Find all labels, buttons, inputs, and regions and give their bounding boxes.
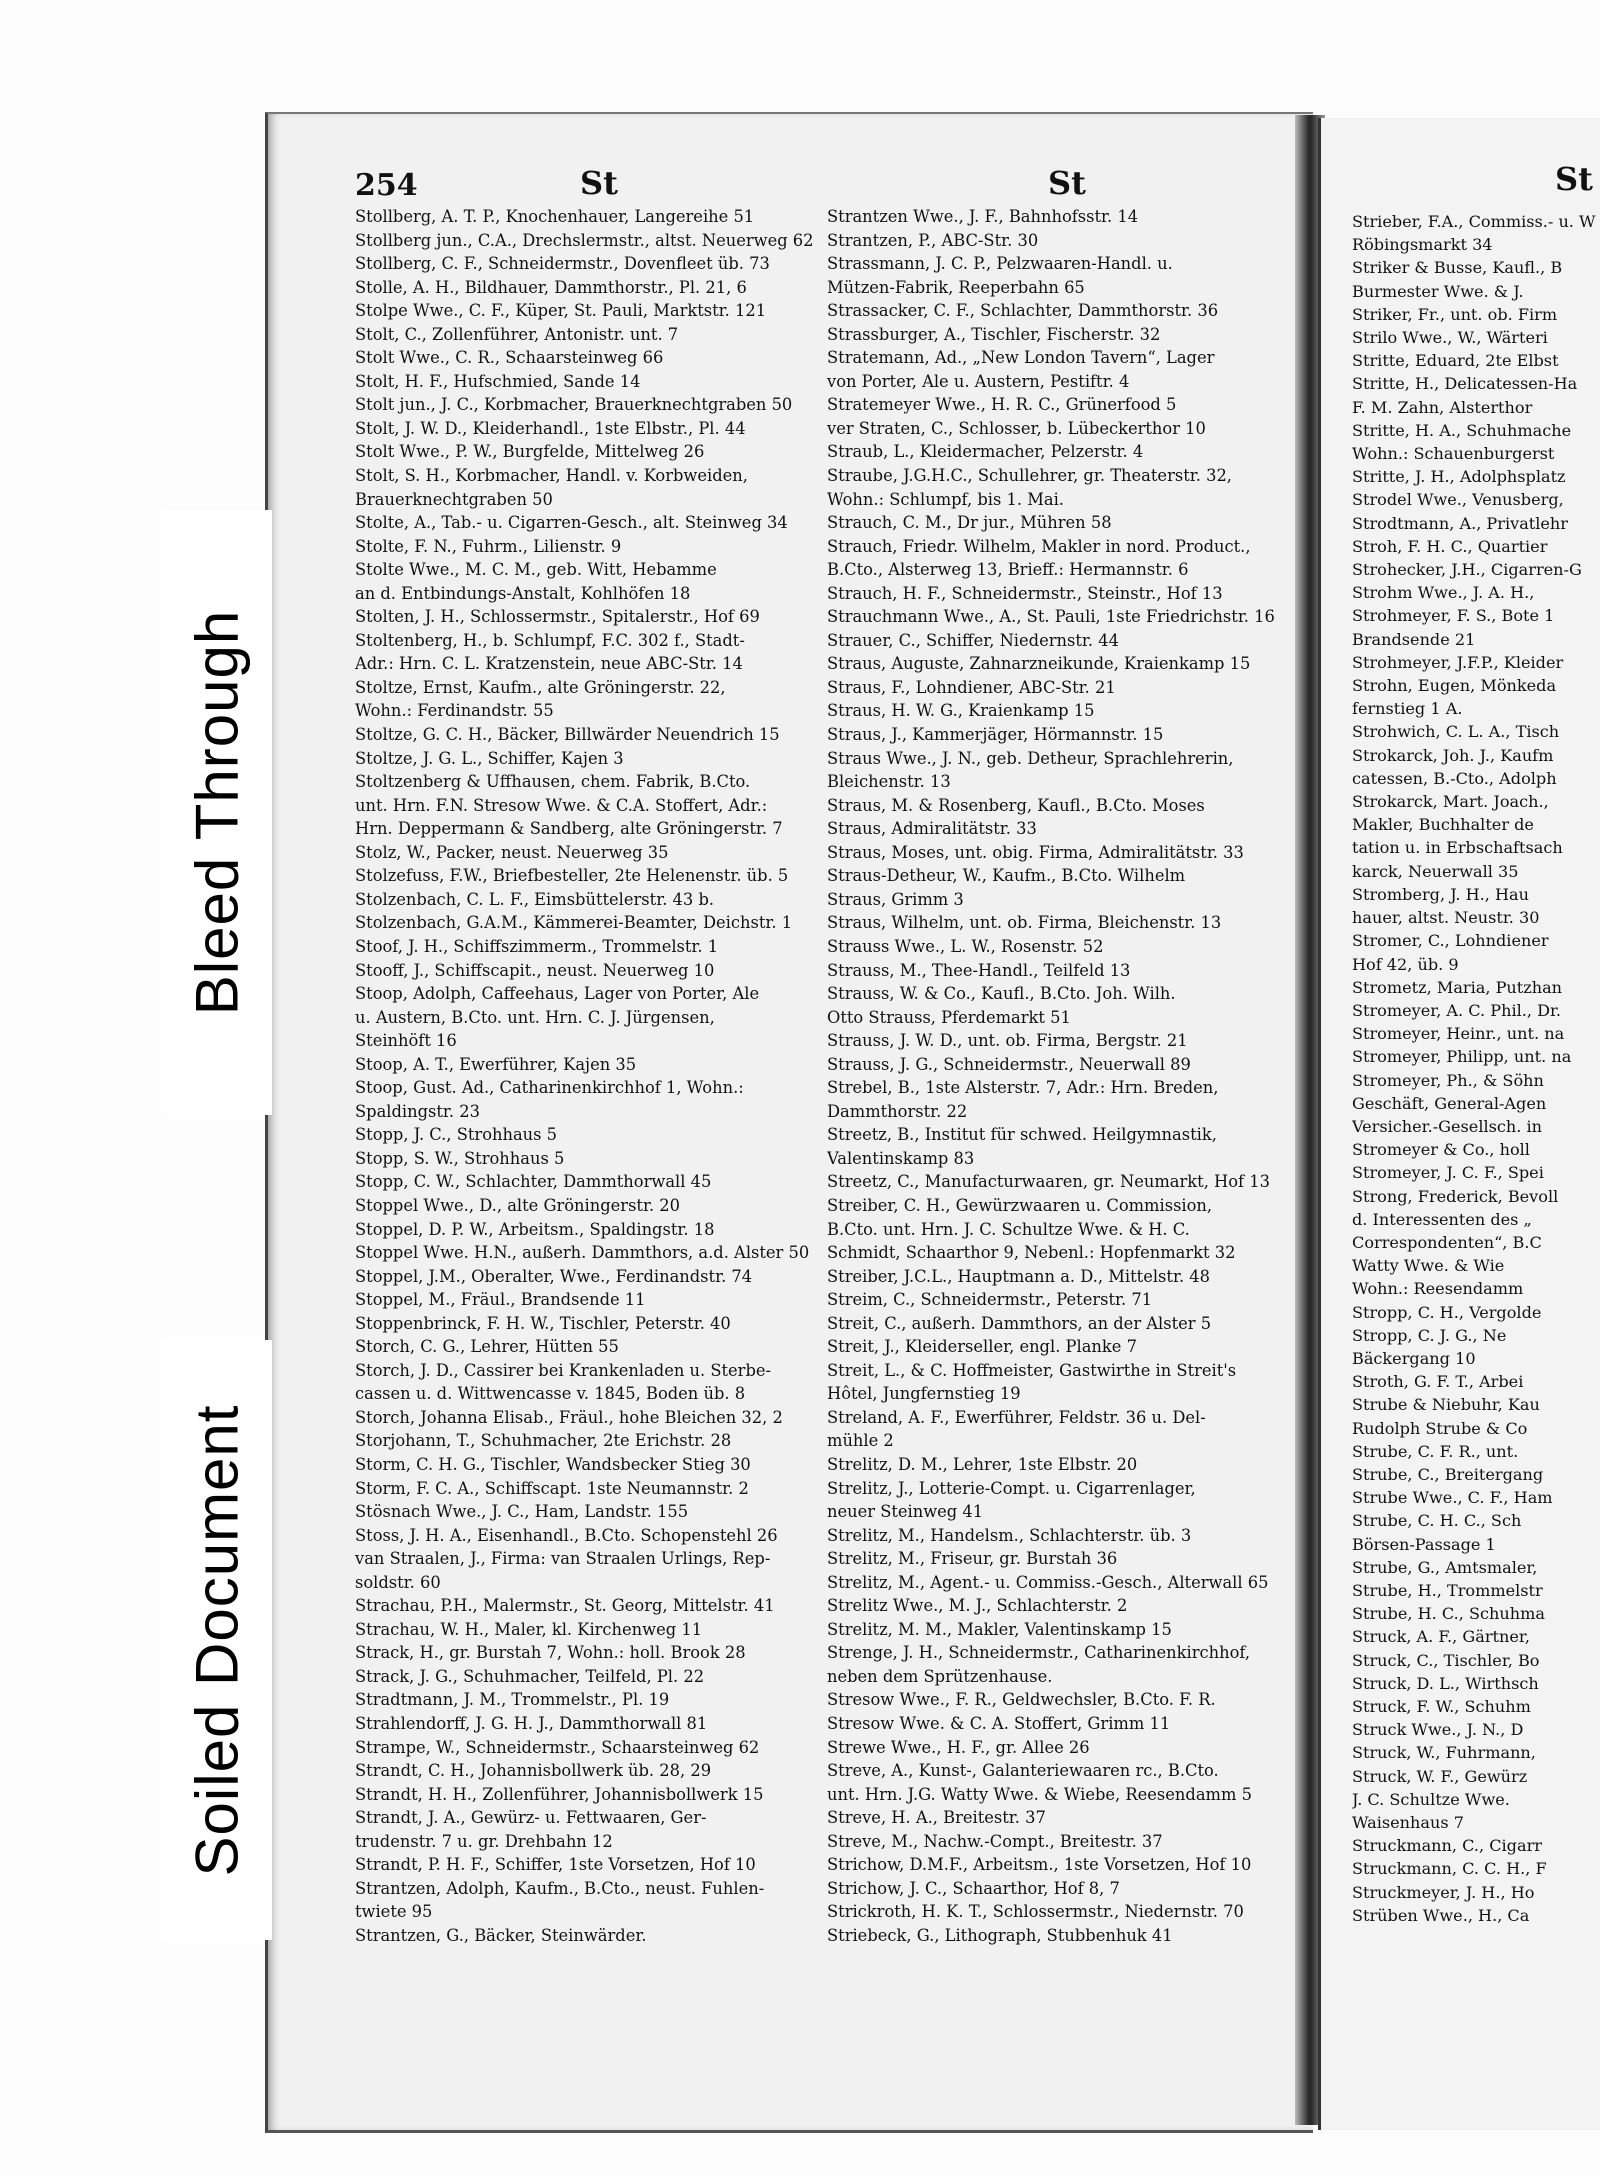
directory-entry: Streim, C., Schneidermstr., Peterstr. 71 (827, 1290, 1153, 1310)
directory-entry: Stropp, C. H., Vergolde (1352, 1302, 1542, 1322)
directory-entry: Strube Wwe., C. F., Ham (1352, 1488, 1553, 1508)
directory-entry: unt. Hrn. J.G. Watty Wwe. & Wiebe, Reesendamm 5 (827, 1784, 1252, 1804)
directory-entry: Streland, A. F., Ewerführer, Feldstr. 36 u. Del- (827, 1407, 1206, 1427)
directory-entry: Straus, J., Kammerjäger, Hörmannstr. 15 (827, 725, 1164, 745)
directory-entry: Stoltenberg, H., b. Schlumpf, F.C. 302 f., Stadt- (355, 630, 745, 650)
directory-entry: Steinhöft 16 (355, 1031, 457, 1051)
directory-entry: Strandt, P. H. F., Schiffer, 1ste Vorsetzen, Hof 10 (355, 1855, 756, 1875)
directory-entry: Streiber, J.C.L., Hauptmann a. D., Mittelstr. 48 (827, 1266, 1211, 1286)
directory-entry: Stoppel, J.M., Oberalter, Wwe., Ferdinandstr. 74 (355, 1266, 753, 1286)
directory-entry: Stolt Wwe., C. R., Schaarsteinweg 66 (355, 348, 664, 368)
directory-entry: Strauss, M., Thee-Handl., Teilfeld 13 (827, 960, 1131, 980)
directory-entry: Stoss, J. H. A., Eisenhandl., B.Cto. Schopenstehl 26 (355, 1525, 778, 1545)
directory-entry: Strohwich, C. L. A., Tisch (1352, 722, 1560, 742)
directory-entry: Strebel, B., 1ste Alsterstr. 7, Adr.: Hrn. Breden, (827, 1078, 1219, 1098)
directory-entry: catessen, B.-Cto., Adolph (1352, 768, 1557, 788)
directory-entry: Stritte, H. A., Schuhmache (1352, 420, 1572, 440)
bleed-through-label (162, 510, 272, 1115)
directory-entry: Hôtel, Jungfernstieg 19 (827, 1384, 1021, 1404)
directory-entry: Strauch, C. M., Dr jur., Mühren 58 (827, 513, 1112, 533)
directory-entry: Strichow, J. C., Schaarthor, Hof 8, 7 (827, 1878, 1120, 1898)
directory-entry: Strewe Wwe., H. F., gr. Allee 26 (827, 1737, 1090, 1757)
directory-entry: Stolte, F. N., Fuhrm., Lilienstr. 9 (355, 536, 622, 556)
directory-entry: Stresow Wwe., F. R., Geldwechsler, B.Cto. F. R. (827, 1690, 1216, 1710)
directory-entry: Strieber, F.A., Commiss.- u. W (1352, 212, 1596, 231)
directory-entry: Stolten, J. H., Schlossermstr., Spitalerstr., Hof 69 (355, 607, 760, 627)
directory-entry: Streve, A., Kunst-, Galanteriewaaren rc., B.Cto. (827, 1761, 1219, 1781)
directory-entry: an d. Entbindungs-Anstalt, Kohlhöfen 18 (355, 583, 691, 603)
directory-entry: Struckmann, C. C. H., F (1352, 1859, 1547, 1879)
directory-entry: Strube, C. F. R., unt. (1352, 1441, 1519, 1461)
directory-entry: Strelitz, M., Friseur, gr. Burstah 36 (827, 1549, 1118, 1569)
directory-entry: Strüben Wwe., H., Ca (1352, 1905, 1530, 1925)
directory-entry: Stoppel, D. P. W., Arbeitsm., Spaldingstr. 18 (355, 1219, 715, 1239)
directory-entry: Stoltze, J. G. L., Schiffer, Kajen 3 (355, 748, 624, 768)
directory-entry: J. C. Schultze Wwe. (1352, 1789, 1510, 1809)
directory-entry: Makler, Buchhalter de (1352, 815, 1534, 835)
directory-entry: Strodel Wwe., Venusberg, (1352, 490, 1564, 510)
directory-entry: Straus Wwe., J. N., geb. Detheur, Sprachlehrerin, (827, 748, 1234, 768)
directory-entry: Otto Strauss, Pferdemarkt 51 (827, 1007, 1071, 1027)
directory-entry: Stoltze, Ernst, Kaufm., alte Gröningerstr. 22, (355, 677, 726, 697)
directory-entry: Stollberg, A. T. P., Knochenhauer, Langereihe 51 (355, 207, 755, 226)
directory-entry: Brauerknechtgraben 50 (355, 489, 553, 509)
directory-entry: Storm, C. H. G., Tischler, Wandsbecker Stieg 30 (355, 1454, 751, 1474)
directory-entry: Stoltzenberg & Uffhausen, chem. Fabrik, B.Cto. (355, 772, 751, 792)
directory-entry: Stritte, H., Delicatessen-Ha (1352, 374, 1578, 394)
directory-entry: Struck, W. F., Gewürz (1352, 1766, 1528, 1786)
directory-entry: Röbingsmarkt 34 (1352, 235, 1493, 255)
directory-entry: cassen u. d. Wittwencasse v. 1845, Boden üb. 8 (355, 1384, 746, 1404)
directory-entry: Stromeyer, J. C. F., Spei (1352, 1163, 1544, 1183)
directory-entry: Stooff, J., Schiffscapit., neust. Neuerweg 10 (355, 960, 715, 980)
directory-entry: Streve, M., Nachw.-Compt., Breitestr. 37 (827, 1831, 1163, 1851)
directory-entry: Strenge, J. H., Schneidermstr., Catharinenkirchhof, (827, 1643, 1250, 1663)
directory-entry: neuer Steinweg 41 (827, 1502, 984, 1522)
directory-entry: Streit, J., Kleiderseller, engl. Planke 7 (827, 1337, 1137, 1357)
directory-entry: Strelitz Wwe., M. J., Schlachterstr. 2 (827, 1596, 1128, 1616)
directory-entry: Stratemeyer Wwe., H. R. C., Grünerfood 5 (827, 395, 1177, 415)
directory-entry: Hof 42, üb. 9 (1352, 954, 1459, 974)
directory-entry: Strachau, W. H., Maler, kl. Kirchenweg 11 (355, 1619, 703, 1639)
page-number: 254 (355, 168, 418, 203)
directory-entry: Stradtmann, J. M., Trommelstr., Pl. 19 (355, 1690, 670, 1710)
directory-entry: Wohn.: Schlumpf, bis 1. Mai. (827, 489, 1064, 509)
directory-entry: Strube, C. H. C., Sch (1352, 1511, 1522, 1531)
directory-entry: Strohn, Eugen, Mönkeda (1352, 676, 1557, 696)
directory-entry: u. Austern, B.Cto. unt. Hrn. C. J. Jürgensen, (355, 1007, 715, 1027)
directory-entry: Struckmeyer, J. H., Ho (1352, 1882, 1535, 1902)
directory-entry: Strauchmann Wwe., A., St. Pauli, 1ste Friedrichstr. 16 (827, 607, 1275, 627)
directory-entry: Stolle, A. H., Bildhauer, Dammthorstr., Pl. 21, 6 (355, 277, 747, 297)
directory-entry: Strelitz, M., Agent.- u. Commiss.-Gesch., Alterwall 65 (827, 1572, 1269, 1592)
directory-entry: mühle 2 (827, 1431, 894, 1451)
directory-entry: Strelitz, J., Lotterie-Compt. u. Cigarrenlager, (827, 1478, 1196, 1498)
directory-entry: Wohn.: Ferdinandstr. 55 (355, 701, 554, 721)
directory-entry: Strauer, C., Schiffer, Niedernstr. 44 (827, 630, 1119, 650)
directory-entry: Struckmann, C., Cigarr (1352, 1836, 1542, 1856)
directory-entry: Stoppel Wwe., D., alte Gröningerstr. 20 (355, 1195, 681, 1215)
directory-entry: Stopp, S. W., Strohhaus 5 (355, 1148, 565, 1168)
directory-entry: Geschäft, General-Agen (1352, 1093, 1547, 1113)
directory-entry: Stromeyer, Philipp, unt. na (1352, 1047, 1572, 1067)
directory-entry: Strack, J. G., Schuhmacher, Teilfeld, Pl. 22 (355, 1666, 705, 1686)
directory-entry: ver Straten, C., Schlosser, b. Lübeckerthor 10 (827, 418, 1206, 438)
directory-entry: Streiber, C. H., Gewürzwaaren u. Commission, (827, 1195, 1213, 1215)
directory-entry: Strokarck, Mart. Joach., (1352, 792, 1549, 812)
directory-entry: Strube, G., Amtsmaler, (1352, 1557, 1538, 1577)
directory-entry: Struck, F. W., Schuhm (1352, 1697, 1531, 1716)
directory-entry: Strohm Wwe., J. A. H., (1352, 583, 1535, 603)
right-page-header: St (1555, 160, 1593, 198)
directory-entry: Strahlendorff, J. G. H. J., Dammthorwall 81 (355, 1714, 708, 1733)
directory-entry: B.Cto., Alsterweg 13, Brieff.: Hermannstr. 6 (827, 560, 1189, 580)
directory-entry: Stolzenbach, G.A.M., Kämmerei-Beamter, Deichstr. 1 (355, 913, 793, 933)
directory-entry: Straus-Detheur, W., Kaufm., B.Cto. Wilhelm (827, 866, 1186, 886)
directory-entry: Dammthorstr. 22 (827, 1101, 968, 1121)
directory-entry: twiete 95 (355, 1902, 433, 1922)
directory-entry: Strauss Wwe., L. W., Rosenstr. 52 (827, 936, 1104, 956)
directory-entry: d. Interessenten des „ (1352, 1209, 1532, 1229)
directory-entry: Stritte, J. H., Adolphsplatz (1352, 467, 1566, 487)
directory-entry: Strickroth, H. K. T., Schlossermstr., Niedernstr. 70 (827, 1902, 1244, 1922)
directory-entry: soldstr. 60 (355, 1572, 441, 1592)
directory-entry: Strassacker, C. F., Schlachter, Dammthorstr. 36 (827, 301, 1219, 321)
directory-entry: Struck, A. F., Gärtner, (1352, 1627, 1530, 1647)
directory-entry: Straus, Wilhelm, unt. ob. Firma, Bleichenstr. 13 (827, 913, 1222, 933)
directory-entry: tation u. in Erbschaftsach (1352, 838, 1563, 858)
directory-entry: von Porter, Ale u. Austern, Pestiftr. 4 (827, 371, 1130, 391)
directory-entry: Waisenhaus 7 (1352, 1813, 1464, 1833)
directory-entry: Wohn.: Schauenburgerst (1352, 444, 1555, 464)
directory-entry: Streetz, C., Manufacturwaaren, gr. Neumarkt, Hof 13 (827, 1172, 1270, 1192)
directory-entry: Rudolph Strube & Co (1352, 1418, 1528, 1438)
directory-entry: Strohecker, J.H., Cigarren-G (1352, 560, 1582, 580)
directory-entry: F. M. Zahn, Alsterthor (1352, 397, 1533, 417)
directory-entry: neben dem Sprützenhause. (827, 1666, 1053, 1686)
directory-entry: Strauch, H. F., Schneidermstr., Steinstr., Hof 13 (827, 583, 1223, 603)
directory-entry: Stolte, A., Tab.- u. Cigarren-Gesch., alt. Steinweg 34 (355, 513, 788, 533)
right-page-directory-column (1352, 210, 1600, 1927)
directory-entry: Strauss, J. W. D., unt. ob. Firma, Bergstr. 21 (827, 1031, 1188, 1051)
directory-entry: Stolt Wwe., P. W., Burgfelde, Mittelweg 26 (355, 442, 705, 462)
directory-entry: B.Cto. unt. Hrn. J. C. Schultze Wwe. & H. C. (827, 1219, 1190, 1239)
directory-entry: Strantzen, G., Bäcker, Steinwärder. (355, 1925, 647, 1945)
directory-entry: Straus, Grimm 3 (827, 889, 964, 909)
directory-entry: Stritte, Eduard, 2te Elbst (1352, 351, 1559, 371)
directory-entry: Stolt, H. F., Hufschmied, Sande 14 (355, 371, 641, 391)
directory-entry: Straub, L., Kleidermacher, Pelzerstr. 4 (827, 442, 1144, 462)
directory-entry: Strube & Niebuhr, Kau (1352, 1395, 1540, 1415)
directory-entry: Stollberg, C. F., Schneidermstr., Dovenfleet üb. 73 (355, 254, 770, 274)
directory-entry: Strachau, P.H., Malermstr., St. Georg, Mittelstr. 41 (355, 1596, 775, 1616)
directory-entry: Strauch, Friedr. Wilhelm, Makler in nord. Product., (827, 536, 1251, 556)
directory-entry: Strantzen, Adolph, Kaufm., B.Cto., neust. Fuhlen- (355, 1878, 765, 1898)
directory-entry: Stopp, C. W., Schlachter, Dammthorwall 45 (355, 1172, 712, 1192)
directory-entry: Strong, Frederick, Bevoll (1352, 1186, 1559, 1206)
directory-entry: Wohn.: Reesendamm (1352, 1279, 1524, 1299)
directory-entry: Streit, C., außerh. Dammthors, an der Alster 5 (827, 1313, 1212, 1333)
directory-entry: Strilo Wwe., W., Wärteri (1352, 328, 1548, 348)
directory-entry: Schmidt, Schaarthor 9, Nebenl.: Hopfenmarkt 32 (827, 1243, 1236, 1263)
directory-entry: Strometz, Maria, Putzhan (1352, 977, 1563, 997)
directory-entry: Strelitz, D. M., Lehrer, 1ste Elbstr. 20 (827, 1454, 1138, 1474)
directory-entry: Storch, Johanna Elisab., Fräul., hohe Bleichen 32, 2 (355, 1407, 783, 1427)
directory-entry: hauer, altst. Neustr. 30 (1352, 908, 1540, 928)
directory-entry: Struck, C., Tischler, Bo (1352, 1650, 1540, 1670)
left-directory-column (355, 205, 825, 1947)
directory-entry: fernstieg 1 A. (1352, 699, 1463, 719)
directory-entry: Correspondenten“, B.C (1352, 1232, 1542, 1252)
left-column-header: St (580, 164, 618, 202)
directory-entry: Bäckergang 10 (1352, 1348, 1476, 1368)
directory-entry: Strelitz, M., Handelsm., Schlachterstr. üb. 3 (827, 1525, 1192, 1545)
directory-entry: Strohmeyer, F. S., Bote 1 (1352, 606, 1555, 626)
directory-entry: Adr.: Hrn. C. L. Kratzenstein, neue ABC-Str. 14 (355, 654, 743, 674)
directory-entry: Straube, J.G.H.C., Schullehrer, gr. Theaterstr. 32, (827, 466, 1232, 486)
directory-entry: Strantzen Wwe., J. F., Bahnhofsstr. 14 (827, 207, 1139, 226)
directory-entry: Strohmeyer, J.F.P., Kleider (1352, 652, 1564, 672)
directory-entry: unt. Hrn. F.N. Stresow Wwe. & C.A. Stoffert, Adr.: (355, 795, 768, 815)
directory-entry: Stoop, Gust. Ad., Catharinenkirchhof 1, Wohn.: (355, 1078, 744, 1098)
directory-entry: Stoop, Adolph, Caffeehaus, Lager von Porter, Ale (355, 984, 760, 1004)
directory-entry: Stratemann, Ad., „New London Tavern“, Lager (827, 348, 1215, 368)
directory-entry: Stopp, J. C., Strohhaus 5 (355, 1125, 558, 1145)
directory-entry: Storch, J. D., Cassirer bei Krankenladen u. Sterbe- (355, 1360, 772, 1380)
directory-entry: Strassmann, J. C. P., Pelzwaaren-Handl. u. (827, 254, 1173, 274)
directory-entry: Strandt, H. H., Zollenführer, Johannisbollwerk 15 (355, 1784, 764, 1804)
directory-entry: Strube, H. C., Schuhma (1352, 1604, 1545, 1624)
directory-entry: karck, Neuerwall 35 (1352, 861, 1519, 881)
directory-entry: Spaldingstr. 23 (355, 1101, 480, 1121)
directory-entry: Storch, C. G., Lehrer, Hütten 55 (355, 1337, 619, 1357)
directory-entry: Striker, Fr., unt. ob. Firm (1352, 304, 1558, 324)
directory-entry: Strelitz, M. M., Makler, Valentinskamp 15 (827, 1619, 1172, 1639)
directory-entry: Streve, H. A., Breitestr. 37 (827, 1808, 1046, 1828)
middle-directory-column (827, 205, 1297, 1947)
directory-entry: Stoppel, M., Fräul., Brandsende 11 (355, 1290, 646, 1310)
directory-entry: Börsen-Passage 1 (1352, 1534, 1496, 1554)
directory-entry: Burmester Wwe. & J. (1352, 281, 1524, 301)
directory-entry: Stolte Wwe., M. C. M., geb. Witt, Hebamme (355, 560, 717, 580)
directory-entry: Straus, H. W. G., Kraienkamp 15 (827, 701, 1095, 721)
directory-entry: Stolzefuss, F.W., Briefbesteller, 2te Helenenstr. üb. 5 (355, 866, 789, 886)
directory-entry: Stroth, G. F. T., Arbei (1352, 1372, 1524, 1392)
directory-entry: Stolpe Wwe., C. F., Küper, St. Pauli, Marktstr. 121 (355, 301, 767, 321)
soiled-document-label (162, 1340, 272, 1940)
directory-entry: Brandsende 21 (1352, 629, 1476, 649)
directory-entry: Stoppenbrinck, F. H. W., Tischler, Peterstr. 40 (355, 1313, 731, 1333)
directory-entry: Stromberg, J. H., Hau (1352, 884, 1529, 904)
directory-entry: Watty Wwe. & Wie (1352, 1256, 1505, 1276)
directory-entry: Strichow, D.M.F., Arbeitsm., 1ste Vorsetzen, Hof 10 (827, 1855, 1252, 1875)
directory-entry: Streit, L., & C. Hoffmeister, Gastwirthe in Streit's (827, 1360, 1237, 1380)
directory-entry: Strack, H., gr. Burstah 7, Wohn.: holl. Brook 28 (355, 1643, 746, 1663)
directory-entry: Struck Wwe., J. N., D (1352, 1720, 1524, 1740)
directory-entry: Storm, F. C. A., Schiffscapt. 1ste Neumannstr. 2 (355, 1478, 749, 1498)
directory-entry: Stolt jun., J. C., Korbmacher, Brauerknechtgraben 50 (355, 395, 793, 415)
directory-entry: Stroh, F. H. C., Quartier (1352, 536, 1548, 556)
directory-entry: Stoppel Wwe. H.N., außerh. Dammthors, a.d. Alster 50 (355, 1243, 810, 1263)
directory-entry: Straus, M. & Rosenberg, Kaufl., B.Cto. Moses (827, 795, 1205, 815)
directory-entry: Stolz, W., Packer, neust. Neuerweg 35 (355, 842, 669, 862)
directory-entry: Stolt, C., Zollenführer, Antonistr. unt. 7 (355, 324, 679, 344)
directory-entry: Strokarck, Joh. J., Kaufm (1352, 745, 1554, 765)
directory-entry: Strodtmann, A., Privatlehr (1352, 513, 1568, 533)
directory-entry: Versicher.-Gesellsch. in (1352, 1116, 1542, 1136)
directory-entry: Stromeyer & Co., holl (1352, 1140, 1530, 1160)
directory-entry: Strauss, J. G., Schneidermstr., Neuerwall 89 (827, 1054, 1191, 1074)
directory-entry: Stoof, J. H., Schiffszimmerm., Trommelstr. 1 (355, 936, 719, 956)
directory-entry: Stoop, A. T., Ewerführer, Kajen 35 (355, 1054, 637, 1074)
directory-entry: Stromer, C., Lohndiener (1352, 931, 1549, 951)
directory-entry: Striker & Busse, Kaufl., B (1352, 258, 1563, 278)
directory-entry: Stromeyer, A. C. Phil., Dr. (1352, 1000, 1562, 1020)
directory-entry: Stresow Wwe. & C. A. Stoffert, Grimm 11 (827, 1714, 1171, 1733)
directory-entry: Bleichenstr. 13 (827, 772, 951, 792)
directory-entry: Stropp, C. J. G., Ne (1352, 1325, 1507, 1345)
directory-entry: Straus, Auguste, Zahnarzneikunde, Kraienkamp 15 (827, 654, 1251, 674)
directory-entry: Striebeck, G., Lithograph, Stubbenhuk 41 (827, 1925, 1173, 1945)
directory-entry: trudenstr. 7 u. gr. Drehbahn 12 (355, 1831, 613, 1851)
directory-entry: Straus, Admiralitätstr. 33 (827, 819, 1037, 839)
directory-entry: Stoltze, G. C. H., Bäcker, Billwärder Neuendrich 15 (355, 725, 780, 745)
middle-column-header: St (1048, 164, 1086, 202)
directory-entry: Mützen-Fabrik, Reeperbahn 65 (827, 277, 1085, 297)
directory-entry: Storjohann, T., Schuhmacher, 2te Erichstr. 28 (355, 1431, 732, 1451)
directory-entry: Stolt, J. W. D., Kleiderhandl., 1ste Elbstr., Pl. 44 (355, 418, 746, 438)
directory-entry: Strauss, W. & Co., Kaufl., B.Cto. Joh. Wilh. (827, 984, 1176, 1004)
bleed-through-text: Bleed Through (183, 609, 251, 1016)
directory-entry: Hrn. Deppermann & Sandberg, alte Gröningerstr. 7 (355, 819, 783, 839)
directory-entry: Stösnach Wwe., J. C., Ham, Landstr. 155 (355, 1502, 689, 1522)
soiled-document-text: Soiled Document (183, 1404, 251, 1876)
directory-entry: Strube, H., Trommelstr (1352, 1580, 1543, 1600)
directory-entry: van Straalen, J., Firma: van Straalen Urlings, Rep- (355, 1549, 771, 1569)
directory-entry: Stromeyer, Heinr., unt. na (1352, 1024, 1565, 1044)
directory-entry: Straus, F., Lohndiener, ABC-Str. 21 (827, 677, 1116, 697)
directory-entry: Valentinskamp 83 (827, 1148, 975, 1168)
directory-entry: Struck, D. L., Wirthsch (1352, 1673, 1539, 1693)
directory-entry: Strampe, W., Schneidermstr., Schaarsteinweg 62 (355, 1737, 760, 1757)
directory-entry: Stolzenbach, C. L. F., Eimsbüttelerstr. 43 b. (355, 889, 715, 909)
directory-entry: Stollberg jun., C.A., Drechslermstr., altst. Neuerweg 62 (355, 230, 814, 250)
directory-entry: Strube, C., Breitergang (1352, 1464, 1544, 1484)
directory-entry: Streetz, B., Institut für schwed. Heilgymnastik, (827, 1125, 1217, 1145)
directory-entry: Stolt, S. H., Korbmacher, Handl. v. Korbweiden, (355, 466, 748, 486)
directory-entry: Strandt, C. H., Johannisbollwerk üb. 28, 29 (355, 1761, 712, 1781)
directory-entry: Struck, W., Fuhrmann, (1352, 1743, 1536, 1763)
directory-entry: Stromeyer, Ph., & Söhn (1352, 1070, 1544, 1090)
directory-entry: Straus, Moses, unt. obig. Firma, Admiralitätstr. 33 (827, 842, 1244, 862)
directory-entry: Strandt, J. A., Gewürz- u. Fettwaaren, Ger- (355, 1808, 707, 1828)
directory-entry: Strassburger, A., Tischler, Fischerstr. 32 (827, 324, 1161, 344)
directory-entry: Strantzen, P., ABC-Str. 30 (827, 230, 1039, 250)
